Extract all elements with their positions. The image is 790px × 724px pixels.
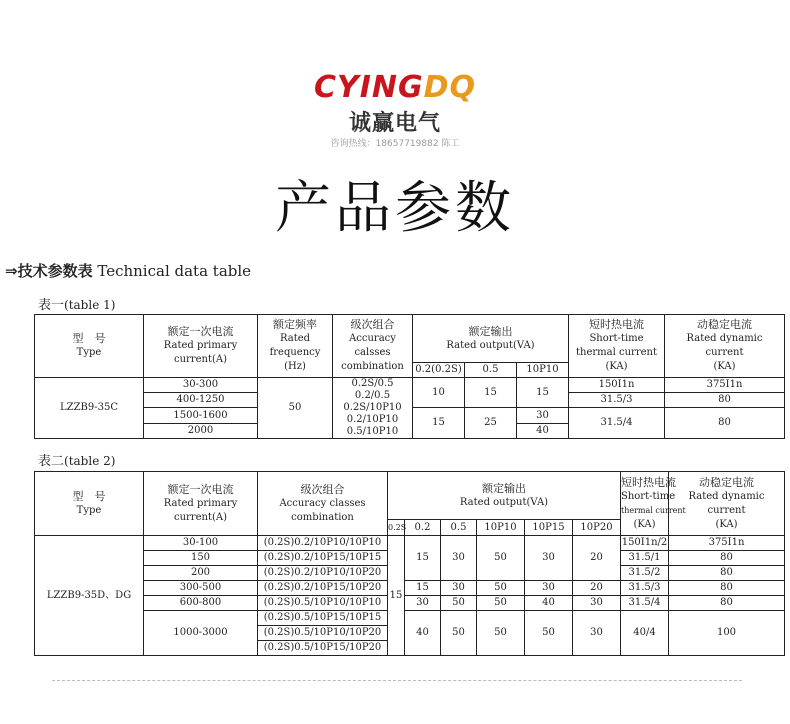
t2-g2-out-10p20: 20 — [573, 581, 621, 596]
t1-header-type-en: Type — [76, 347, 102, 358]
technical-data-table-2 — [34, 471, 785, 656]
hotline-text: 咨询热线：18657719882 陈工 — [330, 139, 460, 149]
t1-subheader-05: 0.5 — [465, 363, 517, 378]
t2-dynamic-3: 80 — [669, 566, 785, 581]
t1-header-accuracy-cn: 级次组合 — [350, 318, 395, 331]
t1-header-output — [413, 315, 569, 363]
t1-header-dynamic-en2: current — [705, 347, 744, 358]
t2-current-6: 1000-3000 — [144, 611, 258, 656]
t2-header-accuracy-cn: 级次组合 — [300, 482, 345, 496]
t1-subheader-10p10: 10P10 — [517, 363, 569, 378]
t1-g1-out-02: 10 — [413, 378, 465, 408]
t2-g3-out-10p10: 50 — [477, 596, 525, 611]
t2-header-current — [144, 472, 258, 536]
t1-current-4: 2000 — [144, 424, 258, 439]
t2-accuracy-6: (0.2S)0.5/10P15/10P15 — [258, 611, 388, 626]
t2-dynamic-4: 80 — [669, 581, 785, 596]
t2-header-type-cn: 型 号 — [72, 489, 106, 503]
t2-short-time-2: 31.5/1 — [621, 551, 669, 566]
t2-header-output — [388, 472, 621, 520]
t2-g4-out-02: 40 — [405, 611, 441, 656]
technical-data-table-1 — [34, 314, 785, 439]
t2-g2-out-05: 30 — [441, 581, 477, 596]
t2-short-time-6: 40/4 — [621, 611, 669, 656]
t1-header-accuracy — [333, 315, 413, 378]
t2-header-accuracy — [258, 472, 388, 536]
t2-header-short-time-en2: thermal current — [621, 505, 686, 515]
t1-accuracy-item: 0.2/10P10 — [346, 414, 399, 425]
table1-caption-en: (table 1) — [64, 298, 116, 312]
footer-divider — [52, 680, 742, 681]
double-arrow-icon: ⇒ — [5, 262, 18, 280]
t1-header-output-cn: 额定输出 — [468, 324, 513, 338]
t2-subheader-10p20: 10P20 — [573, 520, 621, 536]
t2-header-type-en: Type — [76, 504, 102, 516]
t2-g2-out-10p15: 30 — [525, 581, 573, 596]
t1-header-type — [35, 315, 144, 378]
t2-g4-out-10p20: 30 — [573, 611, 621, 656]
t1-accuracy-item: 0.2/0.5 — [354, 390, 391, 401]
t2-header-short-time-unit: (KA) — [633, 518, 656, 530]
t1-g1-out-05: 15 — [465, 378, 517, 408]
t2-short-time-1: 150I1n/2 — [621, 536, 669, 551]
t1-header-short-time — [569, 315, 665, 378]
t2-g1-out-10p10: 50 — [477, 536, 525, 581]
t1-g1-dynamic-1: 375I1n — [665, 378, 785, 393]
t1-header-short-time-en2: thermal current — [576, 347, 657, 358]
t2-g3-out-10p15: 40 — [525, 596, 573, 611]
t2-model: LZZB9-35D、DG — [35, 536, 144, 656]
t1-header-dynamic-en1: Rated dynamic — [686, 333, 763, 344]
t2-g1-out-02: 15 — [405, 536, 441, 581]
t1-header-current — [144, 315, 258, 378]
t2-dynamic-1: 375I1n — [669, 536, 785, 551]
t1-g2-dynamic: 80 — [665, 408, 785, 439]
t2-short-time-4: 31.5/3 — [621, 581, 669, 596]
t2-header-type — [35, 472, 144, 536]
t2-subheader-02: 0.2 — [405, 520, 441, 536]
t1-header-current-cn: 额定一次电流 — [167, 325, 234, 338]
t2-current-5: 600-800 — [144, 596, 258, 611]
t2-g3-out-10p20: 30 — [573, 596, 621, 611]
t2-header-accuracy-en1: Accuracy classes — [279, 497, 366, 509]
t1-header-short-time-cn: 短时热电流 — [589, 318, 644, 331]
t1-g2-short-time: 31.5/4 — [569, 408, 665, 439]
t1-g2-out-02: 15 — [413, 408, 465, 439]
t1-header-dynamic-cn: 动稳定电流 — [697, 318, 752, 331]
section-heading-cn: 技术参数表 — [17, 262, 93, 280]
t2-header-dynamic-unit: (KA) — [715, 518, 738, 530]
t1-header-frequency-en2: frequency — [269, 347, 321, 358]
t2-header-current-en2: current(A) — [173, 511, 227, 523]
t2-header-output-cn: 额定输出 — [482, 481, 526, 495]
t1-header-frequency-en1: Rated — [279, 333, 311, 344]
t1-model: LZZB9-35C — [35, 378, 144, 439]
t2-short-time-3: 31.5/2 — [621, 566, 669, 581]
t1-g1-short-time-1: 150I1n — [569, 378, 665, 393]
table1-caption — [38, 294, 115, 313]
logo-text-accent: DQ — [423, 70, 477, 105]
t2-subheader-05: 0.5 — [441, 520, 477, 536]
t2-subheader-02s: 0.2S — [388, 520, 405, 536]
t2-short-time-5: 31.5/4 — [621, 596, 669, 611]
table2-caption-cn: 表二 — [38, 454, 65, 469]
t1-g2-out-10p10-b: 40 — [517, 424, 569, 439]
t2-header-dynamic-cn: 动稳定电流 — [699, 475, 754, 489]
t1-header-current-en2: current(A) — [173, 354, 227, 365]
t1-header-type-cn: 型 号 — [72, 332, 106, 345]
t2-g2-out-02: 15 — [405, 581, 441, 596]
t1-current-3: 1500-1600 — [144, 408, 258, 424]
t2-accuracy-4: (0.2S)0.2/10P15/10P20 — [258, 581, 388, 596]
t1-header-dynamic — [665, 315, 785, 378]
t2-accuracy-7: (0.2S)0.5/10P10/10P20 — [258, 626, 388, 641]
section-heading-en: Technical data table — [92, 262, 252, 280]
t2-g2-out-10p10: 50 — [477, 581, 525, 596]
t1-header-accuracy-en3: combination — [341, 361, 404, 372]
t1-header-short-time-unit: (KA) — [605, 361, 628, 372]
t2-accuracy-5: (0.2S)0.5/10P10/10P10 — [258, 596, 388, 611]
t1-header-short-time-en1: Short-time — [589, 333, 644, 344]
t2-header-accuracy-en2: combination — [291, 511, 354, 523]
t2-header-output-en: Rated output(VA) — [459, 496, 549, 508]
t2-dynamic-2: 80 — [669, 551, 785, 566]
section-heading — [5, 260, 251, 281]
logo-cn-name: 诚赢电气 — [348, 111, 441, 136]
t1-header-accuracy-en2: calsses — [354, 347, 391, 358]
t1-accuracy-item: 0.5/10P10 — [346, 426, 399, 437]
table2-caption — [38, 450, 115, 469]
t1-accuracy-item: 0.2S/0.5 — [351, 378, 394, 389]
t1-header-current-en1: Rated primary — [163, 340, 238, 351]
t2-g4-out-10p10: 50 — [477, 611, 525, 656]
t1-current-1: 30-300 — [144, 378, 258, 393]
t1-header-accuracy-en1: Accuracy — [349, 333, 396, 344]
t2-current-2: 150 — [144, 551, 258, 566]
t2-header-short-time-en1: Short-time — [621, 490, 676, 502]
t2-g1-out-10p15: 30 — [525, 536, 573, 581]
t2-g3-out-02: 30 — [405, 596, 441, 611]
t1-header-frequency — [258, 315, 333, 378]
logo-text: CYINGDQ — [313, 70, 477, 105]
t1-header-frequency-unit: (Hz) — [284, 361, 306, 372]
t2-accuracy-2: (0.2S)0.2/10P15/10P15 — [258, 551, 388, 566]
table2-caption-en: (table 2) — [64, 454, 116, 468]
t2-header-dynamic-en1: Rated dynamic — [688, 490, 765, 502]
t1-current-2: 400-1250 — [144, 393, 258, 408]
t2-g1-out-10p20: 20 — [573, 536, 621, 581]
t2-subheader-10p10: 10P10 — [477, 520, 525, 536]
t2-header-short-time-cn: 短时热电流 — [621, 475, 676, 489]
t1-g1-short-time-2: 31.5/3 — [569, 393, 665, 408]
t2-out-02s: 15 — [388, 536, 405, 656]
t2-header-current-cn: 额定一次电流 — [167, 482, 234, 496]
t2-dynamic-6: 100 — [669, 611, 785, 656]
t2-header-dynamic-en2: current — [707, 504, 746, 516]
t1-header-dynamic-unit: (KA) — [713, 361, 736, 372]
t2-subheader-10p15: 10P15 — [525, 520, 573, 536]
t2-g4-out-05: 50 — [441, 611, 477, 656]
t2-accuracy-3: (0.2S)0.2/10P10/10P20 — [258, 566, 388, 581]
t2-accuracy-8: (0.2S)0.5/10P15/10P20 — [258, 641, 388, 656]
brand-logo — [0, 70, 790, 136]
t2-header-short-time — [621, 472, 686, 536]
t2-current-4: 300-500 — [144, 581, 258, 596]
t2-header-current-en1: Rated primary — [163, 497, 238, 509]
table1-caption-cn: 表一 — [38, 298, 65, 313]
t2-current-1: 30-100 — [144, 536, 258, 551]
page-title: 产品参数 — [275, 176, 515, 241]
t2-g3-out-05: 50 — [441, 596, 477, 611]
t2-header-dynamic — [669, 472, 785, 536]
t1-accuracy-item: 0.2S/10P10 — [343, 402, 402, 413]
t2-g4-out-10p15: 50 — [525, 611, 573, 656]
t1-header-output-en: Rated output(VA) — [446, 339, 535, 351]
t2-accuracy-1: (0.2S)0.2/10P10/10P10 — [258, 536, 388, 551]
t2-g1-out-05: 30 — [441, 536, 477, 581]
t1-g2-out-05: 25 — [465, 408, 517, 439]
t2-current-3: 200 — [144, 566, 258, 581]
t1-g1-out-10p10: 15 — [517, 378, 569, 408]
t2-dynamic-5: 80 — [669, 596, 785, 611]
t1-g1-dynamic-2: 80 — [665, 393, 785, 408]
t1-accuracy — [333, 378, 413, 439]
t1-g2-out-10p10-a: 30 — [517, 408, 569, 424]
t1-subheader-02: 0.2(0.2S) — [413, 363, 465, 378]
t1-header-frequency-cn: 额定频率 — [273, 318, 317, 331]
t1-frequency: 50 — [258, 378, 333, 439]
